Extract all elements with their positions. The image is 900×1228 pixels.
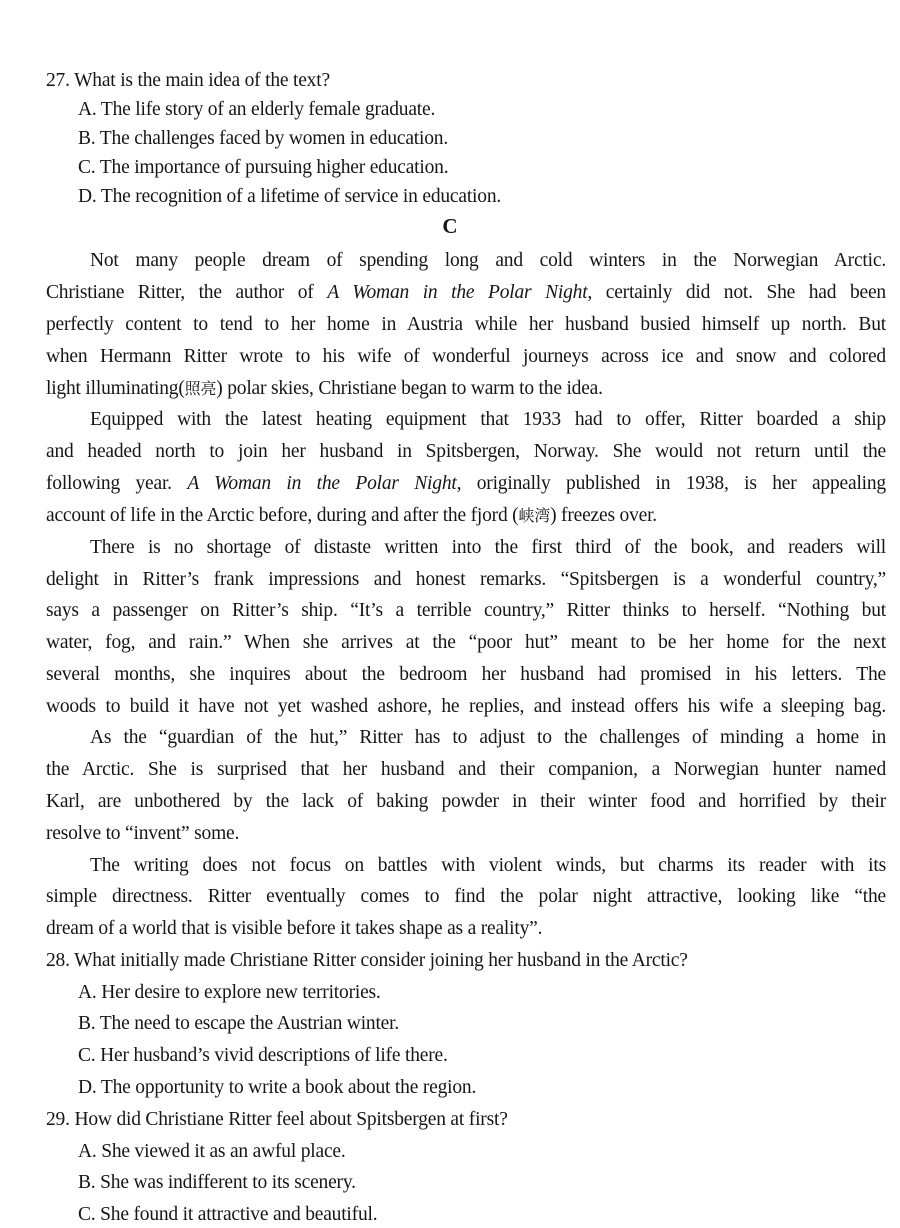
question-27-option-b: B. The challenges faced by women in education.: [78, 128, 449, 149]
question-28-option-c: C. Her husband’s vivid descriptions of life there.: [78, 1045, 448, 1066]
question-27-option-d: D. The recognition of a lifetime of service in education.: [78, 186, 502, 207]
passage-line: says a passenger on Ritter’s ship. “It’s a terrible country,” Ritter thinks to herself. “Nothing but: [46, 600, 886, 621]
passage-line: simple directness. Ritter eventually comes to find the polar night attractive, looking like “the: [46, 886, 886, 907]
text-run: ) freezes over.: [550, 505, 657, 526]
passage-line: As the “guardian of the hut,” Ritter has to adjust to the challenges of minding a home in: [90, 727, 886, 748]
passage-line: woods to build it have not yet washed ashore, he replies, and instead offers his wife a sleeping bag.: [46, 696, 886, 717]
passage-line: water, fog, and rain.” When she arrives at the “poor hut” meant to be her home for the next: [46, 632, 886, 653]
text-run: following year.: [46, 473, 188, 494]
passage-line: several months, she inquires about the bedroom her husband had promised in his letters. The: [46, 664, 886, 685]
question-29-option-c: C. She found it attractive and beautiful.: [78, 1204, 378, 1225]
question-28-option-b: B. The need to escape the Austrian winter.: [78, 1013, 400, 1034]
section-heading: C: [442, 214, 458, 238]
passage-line: Equipped with the latest heating equipment that 1933 had to offer, Ritter boarded a ship: [90, 409, 886, 430]
question-29-option-a: A. She viewed it as an awful place.: [78, 1141, 346, 1162]
text-run: , certainly did not. She had been: [587, 282, 886, 303]
question-29-option-b: B. She was indifferent to its scenery.: [78, 1172, 356, 1193]
book-title: A Woman in the Polar Night: [327, 282, 588, 303]
question-27-option-a: A. The life story of an elderly female graduate.: [78, 99, 436, 120]
passage-line: and headed north to join her husband in Spitsbergen, Norway. She would not return until the: [46, 441, 886, 462]
chinese-gloss: 照亮: [184, 379, 217, 398]
passage-line: perfectly content to tend to her home in Austria while her husband busied himself up north. But: [46, 314, 886, 335]
passage-line: dream of a world that is visible before it takes shape as a reality”.: [46, 918, 543, 939]
passage-line: the Arctic. She is surprised that her husband and their companion, a Norwegian hunter named: [46, 759, 886, 780]
passage-line: Karl, are unbothered by the lack of baking powder in their winter food and horrified by their: [46, 791, 886, 812]
passage-line: [46, 471, 886, 497]
passage-line: [46, 503, 886, 529]
text-run: , originally published in 1938, is her appealing: [456, 473, 886, 494]
passage-line: delight in Ritter’s frank impressions and honest remarks. “Spitsbergen is a wonderful country,”: [46, 569, 886, 590]
text-run: light illuminating(: [46, 378, 185, 399]
passage-line: when Hermann Ritter wrote to his wife of wonderful journeys across ice and snow and colored: [46, 346, 886, 367]
question-29-stem: 29. How did Christiane Ritter feel about Spitsbergen at first?: [46, 1109, 508, 1130]
passage-line: The writing does not focus on battles with violent winds, but charms its reader with its: [90, 855, 886, 876]
passage-line: Not many people dream of spending long and cold winters in the Norwegian Arctic.: [90, 250, 886, 271]
passage-line: [46, 280, 886, 306]
text-run: ) polar skies, Christiane began to warm to the idea.: [216, 378, 603, 399]
question-27-stem: 27. What is the main idea of the text?: [46, 70, 330, 91]
passage-line: [46, 376, 886, 402]
question-28-option-d: D. The opportunity to write a book about the region.: [78, 1077, 477, 1098]
book-title: A Woman in the Polar Night: [187, 473, 457, 494]
question-27-option-c: C. The importance of pursuing higher education.: [78, 157, 449, 178]
passage-line: There is no shortage of distaste written into the first third of the book, and readers will: [90, 537, 886, 558]
passage-line: resolve to “invent” some.: [46, 823, 240, 844]
question-28-option-a: A. Her desire to explore new territories.: [78, 982, 381, 1003]
chinese-gloss: 峡湾: [518, 506, 551, 525]
text-run: Christiane Ritter, the author of: [46, 282, 328, 303]
text-run: account of life in the Arctic before, during and after the fjord (: [46, 505, 519, 526]
question-28-stem: 28. What initially made Christiane Ritter consider joining her husband in the Arctic?: [46, 950, 688, 971]
